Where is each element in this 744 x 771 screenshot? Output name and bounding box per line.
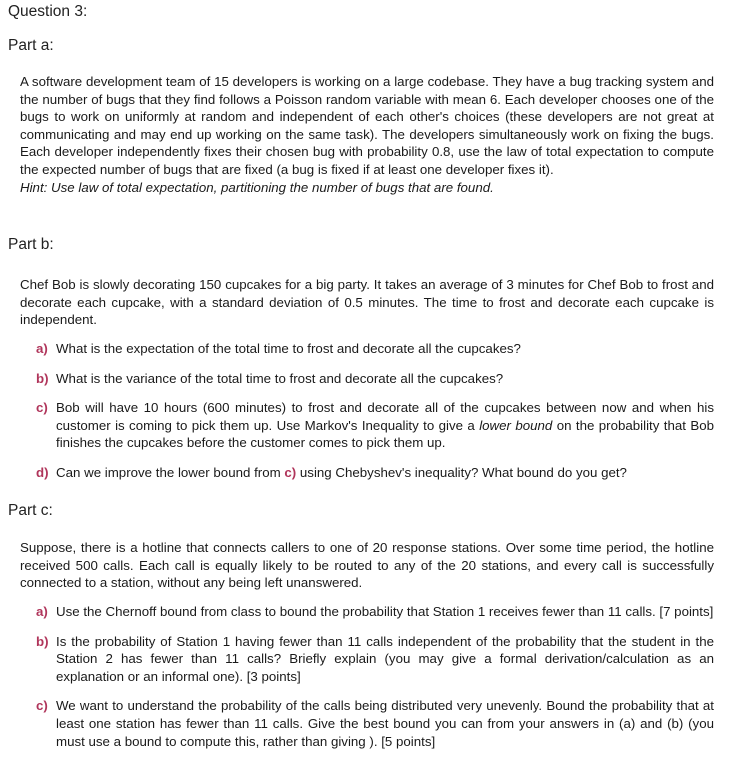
item-label: a) <box>36 604 48 619</box>
item-text-emphasis: lower bound <box>479 417 553 433</box>
part-b-item-d <box>36 464 714 482</box>
item-text: What is the expectation of the total time to frost and decorate all the cupcakes? <box>56 341 521 356</box>
item-text: Is the probability of Station 1 having fewer than 11 calls independent of the probability that the student in the Station 2 has fewer than 11 calls? Briefly explain (you may give a formal derivation/calculation as an explanation or an informal one). [3 points] <box>56 633 714 684</box>
part-c-paragraph: Suppose, there is a hotline that connects callers to one of 20 response stations. Over some time period, the hotline received 500 calls. Each call is equally likely to be routed to any of the 20 stations, and every call is successfully connected to a station, without any being left unanswered. <box>20 540 714 591</box>
part-b-paragraph: Chef Bob is slowly decorating 150 cupcakes for a big party. It takes an average of 3 minutes for Chef Bob to frost and decorate each cupcake, with a standard deviation of 0.5 minutes. The time to frost and decorate each cupcake is independent. <box>20 277 714 328</box>
part-a-paragraph <box>20 73 714 196</box>
part-c-question-list <box>36 603 714 750</box>
question-title: Question 3: <box>8 3 88 20</box>
item-label: c) <box>36 698 48 714</box>
part-b-item-c <box>36 399 714 452</box>
item-label: a) <box>36 341 48 356</box>
item-label: c) <box>36 400 48 416</box>
part-a-heading: Part a: <box>8 37 54 54</box>
part-a-hint: Hint: Use law of total expectation, partitioning the number of bugs that are found. <box>20 179 494 195</box>
part-a-text: A software development team of 15 developers is working on a large codebase. They have a bug tracking system and the number of bugs that they find follows a Poisson random variable with mean 6. Each developer chooses one of the bugs to work on uniformly at random and independent of each other's choices (these developers are not great at communicating and may end up working on the same task). The developers simultaneously work on fixing the bugs. Each developer independently fixes their chosen bug with probability 0.8, use the law of total expectation to compute the expected number of bugs that are fixed (a bug is fixed if at least one developer fixes it). <box>20 74 714 177</box>
item-text-post: on the probability that Bob finishes the cupcakes before the customer comes to pick them up. <box>56 417 714 451</box>
item-text-post: using Chebyshev's inequality? What bound do you get? <box>296 464 627 480</box>
item-text: What is the variance of the total time to frost and decorate all the cupcakes? <box>56 370 504 386</box>
item-reference: c) <box>284 464 297 480</box>
part-b-item-a <box>36 340 714 358</box>
part-c-item-a <box>36 603 714 621</box>
item-label: d) <box>36 464 49 480</box>
item-text-pre: Can we improve the lower bound from <box>56 464 285 480</box>
item-text: Use the Chernoff bound from class to bound the probability that Station 1 receives fewer than 11 calls. [7 points] <box>56 604 714 619</box>
part-b-heading: Part b: <box>8 236 54 253</box>
item-label: b) <box>36 370 49 386</box>
part-c-item-b <box>36 633 714 686</box>
part-b-item-b <box>36 370 714 388</box>
item-text-pre: Bob will have 10 hours (600 minutes) to frost and decorate all of the cupcakes between now and when his customer is coming to pick them up. Use Markov's Inequality to give a <box>56 400 714 433</box>
question-header-bar <box>0 0 744 26</box>
part-c-item-c <box>36 697 714 750</box>
part-c-heading: Part c: <box>8 502 53 519</box>
part-b-question-list <box>36 340 714 482</box>
item-label: b) <box>36 633 49 649</box>
item-text: We want to understand the probability of the calls being distributed very unevenly. Bound the probability that at least one station has fewer than 11 calls. Give the best bound you can from your answers in (a) and (b) (you must use a bound to compute this, rather than giving ). [5 points] <box>56 698 714 749</box>
